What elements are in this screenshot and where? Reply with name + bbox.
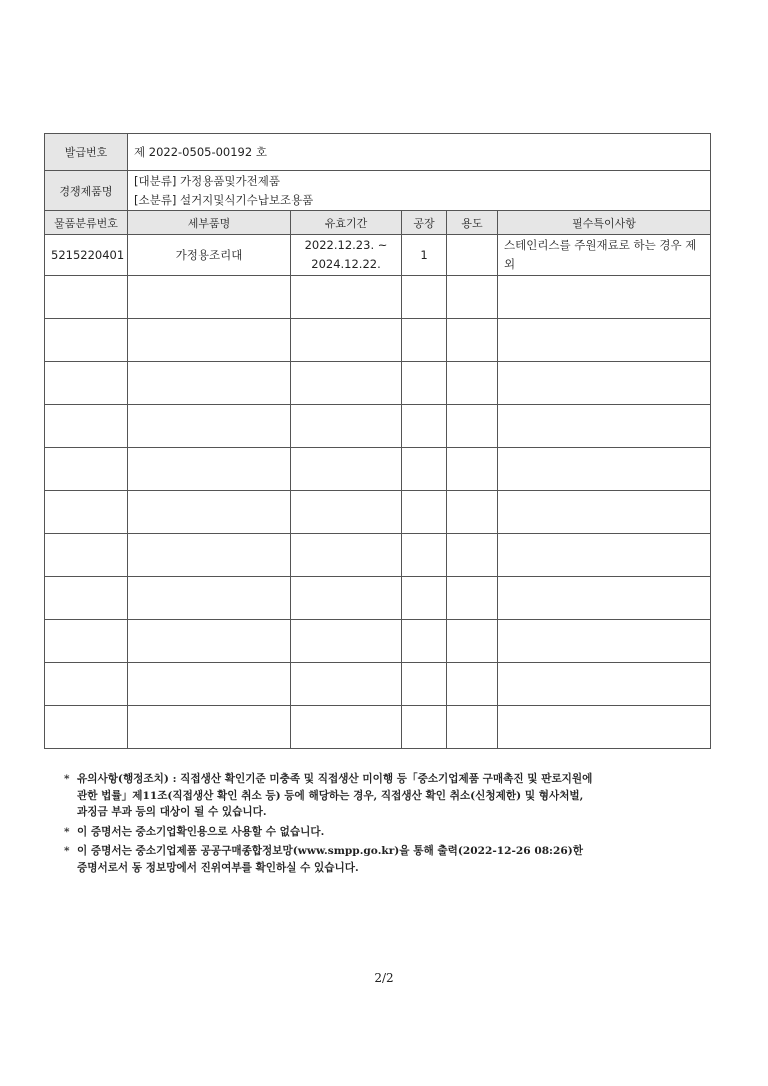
issue-number-label: 발급번호 [45,134,128,171]
col-header-notes: 필수특이사항 [498,211,711,235]
empty-row [45,663,711,706]
col-header-factory: 공장 [402,211,447,235]
empty-row [45,276,711,319]
note-usage-restriction: * 이 증명서는 중소기업확인용으로 사용할 수 없습니다. [64,825,325,838]
col-header-period: 유효기간 [291,211,402,235]
row-period-end: 2024.12.22. [311,257,381,271]
empty-row [45,534,711,577]
product-name-row [45,171,711,211]
empty-row [45,405,711,448]
product-minor-category: [소분류] 설거지및식기수납보조용품 [134,192,314,207]
col-header-code: 물품분류번호 [45,211,128,235]
product-major-category: [대분류] 가정용품및가전제품 [134,173,280,188]
row-name: 가정용조리대 [128,235,291,276]
empty-row [45,620,711,663]
empty-row [45,448,711,491]
table-header-row [45,211,711,235]
table-row [45,235,711,276]
empty-row [45,706,711,749]
col-header-usage: 용도 [447,211,498,235]
issue-number-value: 제 2022-0505-00192 호 [128,134,711,171]
empty-row [45,491,711,534]
certificate-table [44,133,711,749]
note-verification: * 이 증명서는 중소기업제품 공공구매종합정보망(www.smpp.go.kr)을 통해 출력(2022-12-26 08:26)한 증명서로서 동 정보망에서 진위여부를 확인하실 수 있습니다. [64,845,583,874]
product-name-label: 경쟁제품명 [45,171,128,211]
col-header-name: 세부품명 [128,211,291,235]
empty-row [45,362,711,405]
empty-row [45,577,711,620]
empty-row [45,319,711,362]
row-period [291,235,402,276]
issue-number-row [45,134,711,171]
product-name-value [128,171,711,211]
page-number: 2/2 [374,971,394,985]
row-factory: 1 [402,235,447,276]
row-period-start: 2022.12.23. ~ [304,238,388,252]
row-notes: 스테인리스를 주원재료로 하는 경우 제외 [498,235,711,276]
note-legal-warning: * 유의사항(행정조치) : 직접생산 확인기준 미충족 및 직접생산 미이행 등「중소기업제품 구매촉진 및 판로지원에 관한 법률」제11조(직접생산 확인 취소 등) 등에 해당하는 경우, 직접생산 확인 취소(신청제한) 및 형사처벌, 과징금 부과 등의 대상이 될 수 있습니다. [64,773,593,818]
notes-section [64,771,714,879]
row-code: 5215220401 [45,235,128,276]
row-usage [447,235,498,276]
